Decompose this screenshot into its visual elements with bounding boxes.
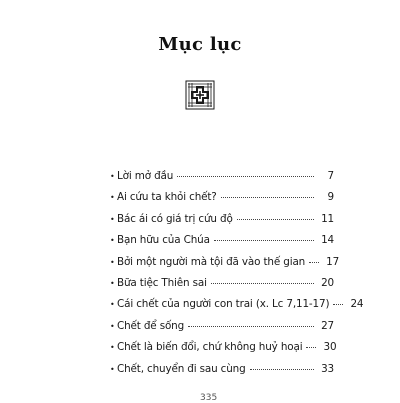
dot-leader	[333, 304, 343, 305]
toc-entry-title: Bạn hữu của Chúa	[117, 234, 210, 247]
toc-page-number: 20	[321, 276, 334, 289]
toc-entry-title: Cái chết của người con trai (x. Lc 7,11-17)	[117, 298, 330, 311]
toc-page-number: 24	[350, 298, 364, 311]
toc-entry[interactable]: • Lời mở đầu 7	[110, 170, 334, 182]
toc-entry[interactable]: • Chết, chuyển đi sau cùng 33	[110, 362, 334, 375]
toc-entry[interactable]: • Bởi một người mà tội đã vào thế gian 17	[110, 255, 340, 268]
toc-page-number: 11	[321, 212, 334, 225]
dot-leader	[211, 283, 314, 284]
dot-leader	[250, 369, 314, 370]
toc-entry-title: Chết để sống	[117, 319, 185, 332]
toc-entry-title: Bữa tiệc Thiên sai	[117, 276, 207, 289]
table-of-contents	[110, 170, 364, 384]
dot-leader	[306, 347, 316, 348]
toc-page-number: 9	[327, 191, 334, 204]
cross-ornament-icon	[185, 80, 215, 110]
toc-entry[interactable]: • Chết để sống 27	[110, 319, 334, 332]
toc-page-number: 27	[321, 319, 334, 332]
toc-entry-title: Ai cứu ta khỏi chết?	[117, 191, 217, 204]
toc-page-number: 14	[321, 234, 334, 247]
dot-leader	[237, 219, 314, 220]
toc-page-number: 17	[326, 255, 340, 268]
dot-leader	[188, 326, 314, 327]
toc-page-number: 33	[321, 362, 334, 375]
toc-entry[interactable]: • Bữa tiệc Thiên sai 20	[110, 276, 334, 289]
toc-page-number: 30	[323, 341, 337, 354]
dot-leader	[309, 262, 319, 263]
toc-page-number: 7	[327, 170, 334, 182]
toc-entry[interactable]: • Bác ái có giá trị cứu độ 11	[110, 212, 334, 225]
dot-leader	[214, 240, 314, 241]
toc-entry-title: Bác ái có giá trị cứu độ	[117, 212, 233, 225]
toc-entry[interactable]: • Cái chết của người con trai (x. Lc 7,11-17) 24	[110, 298, 364, 311]
dot-leader	[221, 197, 314, 198]
dot-leader	[177, 176, 314, 177]
toc-entry-title: Bởi một người mà tội đã vào thế gian	[117, 255, 306, 268]
toc-entry-title: Chết, chuyển đi sau cùng	[117, 362, 246, 375]
toc-entry-title: Chết là biến đổi, chứ không huỷ hoại	[117, 341, 303, 354]
toc-entry[interactable]: • Ai cứu ta khỏi chết? 9	[110, 191, 334, 204]
toc-entry[interactable]: • Bạn hữu của Chúa 14	[110, 234, 334, 247]
toc-entry-title: Lời mở đầu	[117, 170, 174, 182]
page-title: Mục lục	[158, 34, 242, 56]
page-number-footer: 335	[200, 393, 218, 403]
toc-entry[interactable]: • Chết là biến đổi, chứ không huỷ hoại 30	[110, 341, 337, 354]
